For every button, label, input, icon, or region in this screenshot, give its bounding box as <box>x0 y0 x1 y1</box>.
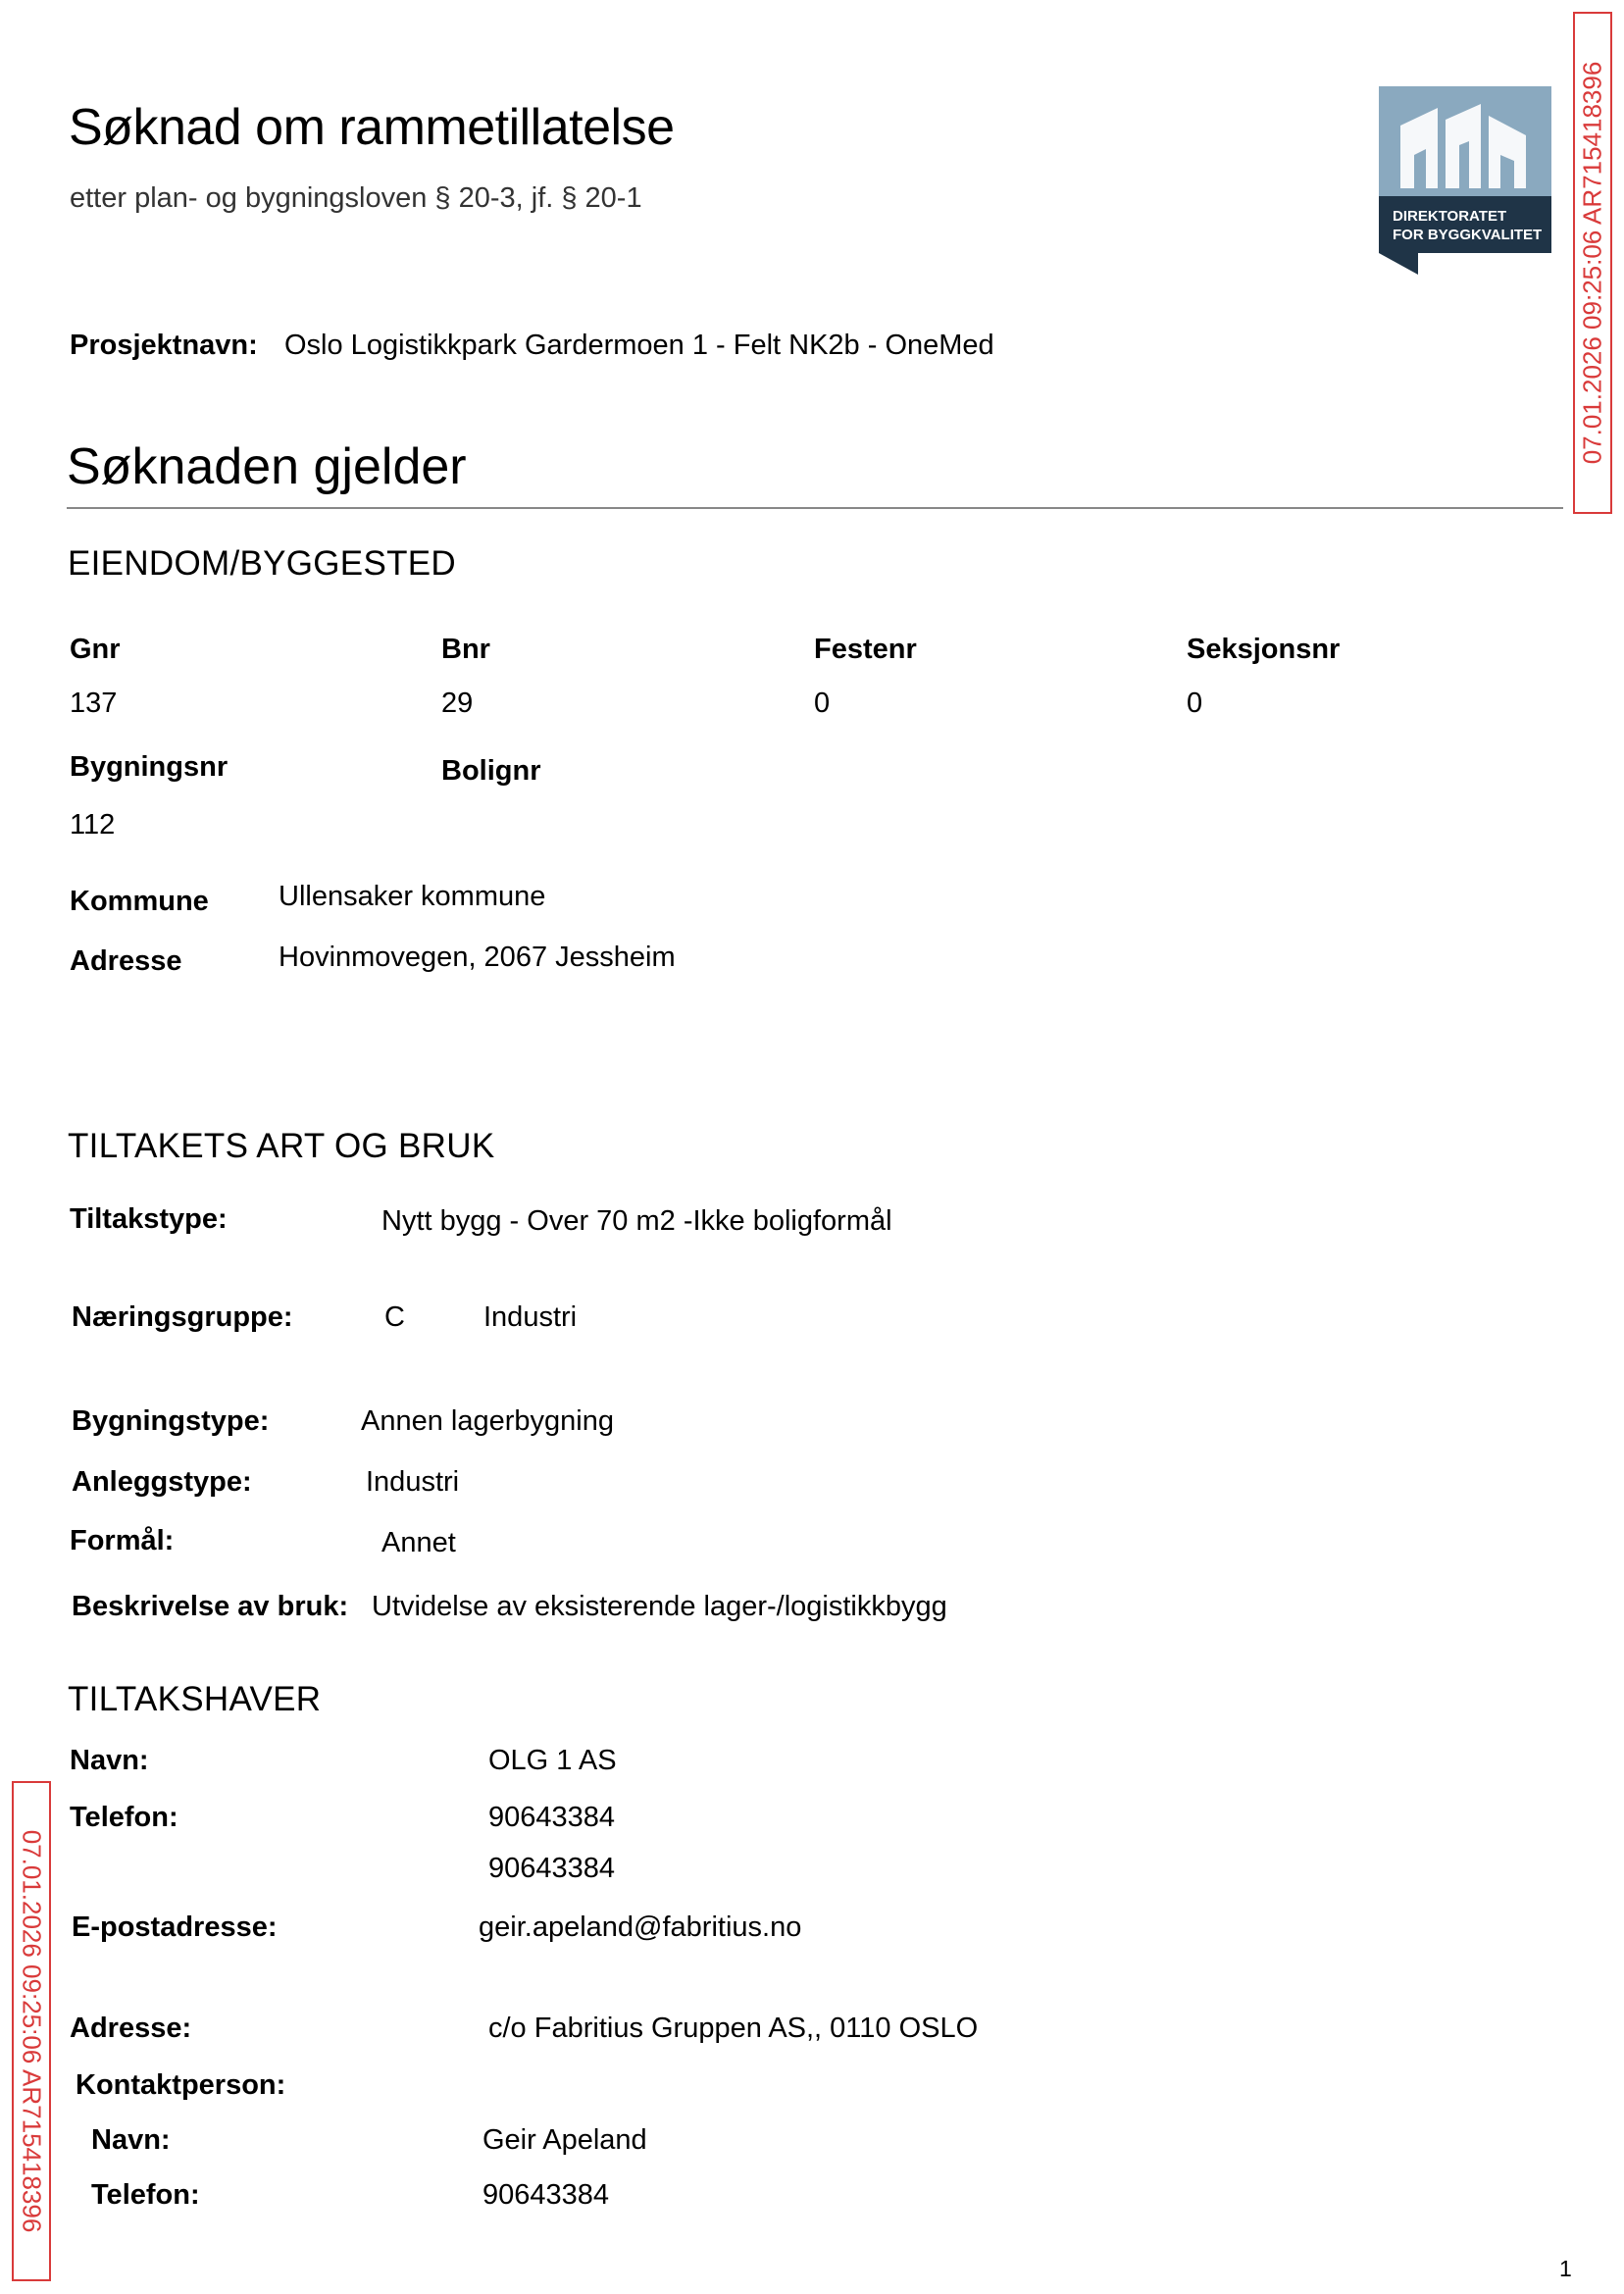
seksjonsnr-value: 0 <box>1187 688 1203 719</box>
seksjonsnr-label: Seksjonsnr <box>1187 634 1341 665</box>
anleggstype-value: Industri <box>366 1466 460 1498</box>
document-subtitle: etter plan- og bygningsloven § 20-3, jf. § 20-1 <box>70 182 642 214</box>
beskrivelse-label: Beskrivelse av bruk: <box>72 1591 349 1622</box>
tiltak-heading: TILTAKETS ART OG BRUK <box>68 1127 495 1165</box>
bygningsnr-value: 112 <box>70 809 116 841</box>
tiltakstype-value: Nytt bygg - Over 70 m2 -Ikke boligformål <box>381 1205 892 1237</box>
kontakt-navn-value: Geir Apeland <box>482 2124 647 2156</box>
tiltakshaver-adresse-value: c/o Fabritius Gruppen AS,, 0110 OSLO <box>488 2013 979 2044</box>
section-divider <box>67 507 1563 509</box>
kontakt-navn-label: Navn: <box>91 2124 171 2156</box>
date-stamp-top: 07.01.2026 09:25:06 AR715418396 <box>1573 12 1612 514</box>
bnr-value: 29 <box>441 688 474 719</box>
festenr-label: Festenr <box>814 634 917 665</box>
dibk-logo <box>1379 86 1551 275</box>
bygningstype-label: Bygningstype: <box>72 1405 270 1437</box>
eiendom-heading: EIENDOM/BYGGESTED <box>68 544 456 583</box>
bygningsnr-label: Bygningsnr <box>70 751 228 783</box>
anleggstype-label: Anleggstype: <box>72 1466 252 1498</box>
navn-value: OLG 1 AS <box>488 1745 617 1776</box>
naeringsgruppe-value: Industri <box>483 1301 578 1333</box>
svg-text:FOR BYGGKVALITET: FOR BYGGKVALITET <box>1393 227 1543 243</box>
epost-label: E-postadresse: <box>72 1912 278 1943</box>
svg-text:DIREKTORATET: DIREKTORATET <box>1393 208 1507 225</box>
section-title: Søknaden gjelder <box>67 438 467 495</box>
tiltakshaver-heading: TILTAKSHAVER <box>68 1680 322 1718</box>
formal-value: Annet <box>381 1527 456 1558</box>
festenr-value: 0 <box>814 688 831 719</box>
adresse-label: Adresse <box>70 945 182 977</box>
gnr-label: Gnr <box>70 634 121 665</box>
document-title: Søknad om rammetillatelse <box>69 99 675 156</box>
tiltakshaver-adresse-label: Adresse: <box>70 2013 192 2044</box>
bolignr-label: Bolignr <box>441 755 541 787</box>
kommune-label: Kommune <box>70 886 209 917</box>
navn-label: Navn: <box>70 1745 149 1776</box>
formal-label: Formål: <box>70 1525 175 1556</box>
telefon-label: Telefon: <box>70 1802 178 1833</box>
telefon-value-2: 90643384 <box>488 1853 616 1884</box>
bygningstype-value: Annen lagerbygning <box>361 1405 614 1437</box>
beskrivelse-value: Utvidelse av eksisterende lager-/logistikkbygg <box>372 1591 947 1622</box>
epost-value: geir.apeland@fabritius.no <box>479 1912 802 1943</box>
bnr-label: Bnr <box>441 634 490 665</box>
kontakt-telefon-value: 90643384 <box>482 2179 610 2211</box>
date-stamp-left: 07.01.2026 09:25:06 AR715418396 <box>12 1781 51 2281</box>
adresse-value: Hovinmovegen, 2067 Jessheim <box>279 942 676 973</box>
gnr-value: 137 <box>70 688 118 719</box>
kommune-value: Ullensaker kommune <box>279 881 546 912</box>
project-value: Oslo Logistikkpark Gardermoen 1 - Felt NK2b - OneMed <box>284 330 994 361</box>
kontaktperson-label: Kontaktperson: <box>76 2069 286 2101</box>
tiltakstype-label: Tiltakstype: <box>70 1203 228 1235</box>
naeringsgruppe-code: C <box>384 1301 405 1333</box>
telefon-value-1: 90643384 <box>488 1802 616 1833</box>
kontakt-telefon-label: Telefon: <box>91 2179 200 2211</box>
project-label: Prosjektnavn: <box>70 330 258 361</box>
naeringsgruppe-label: Næringsgruppe: <box>72 1301 293 1333</box>
page-number: 1 <box>1559 2256 1572 2281</box>
